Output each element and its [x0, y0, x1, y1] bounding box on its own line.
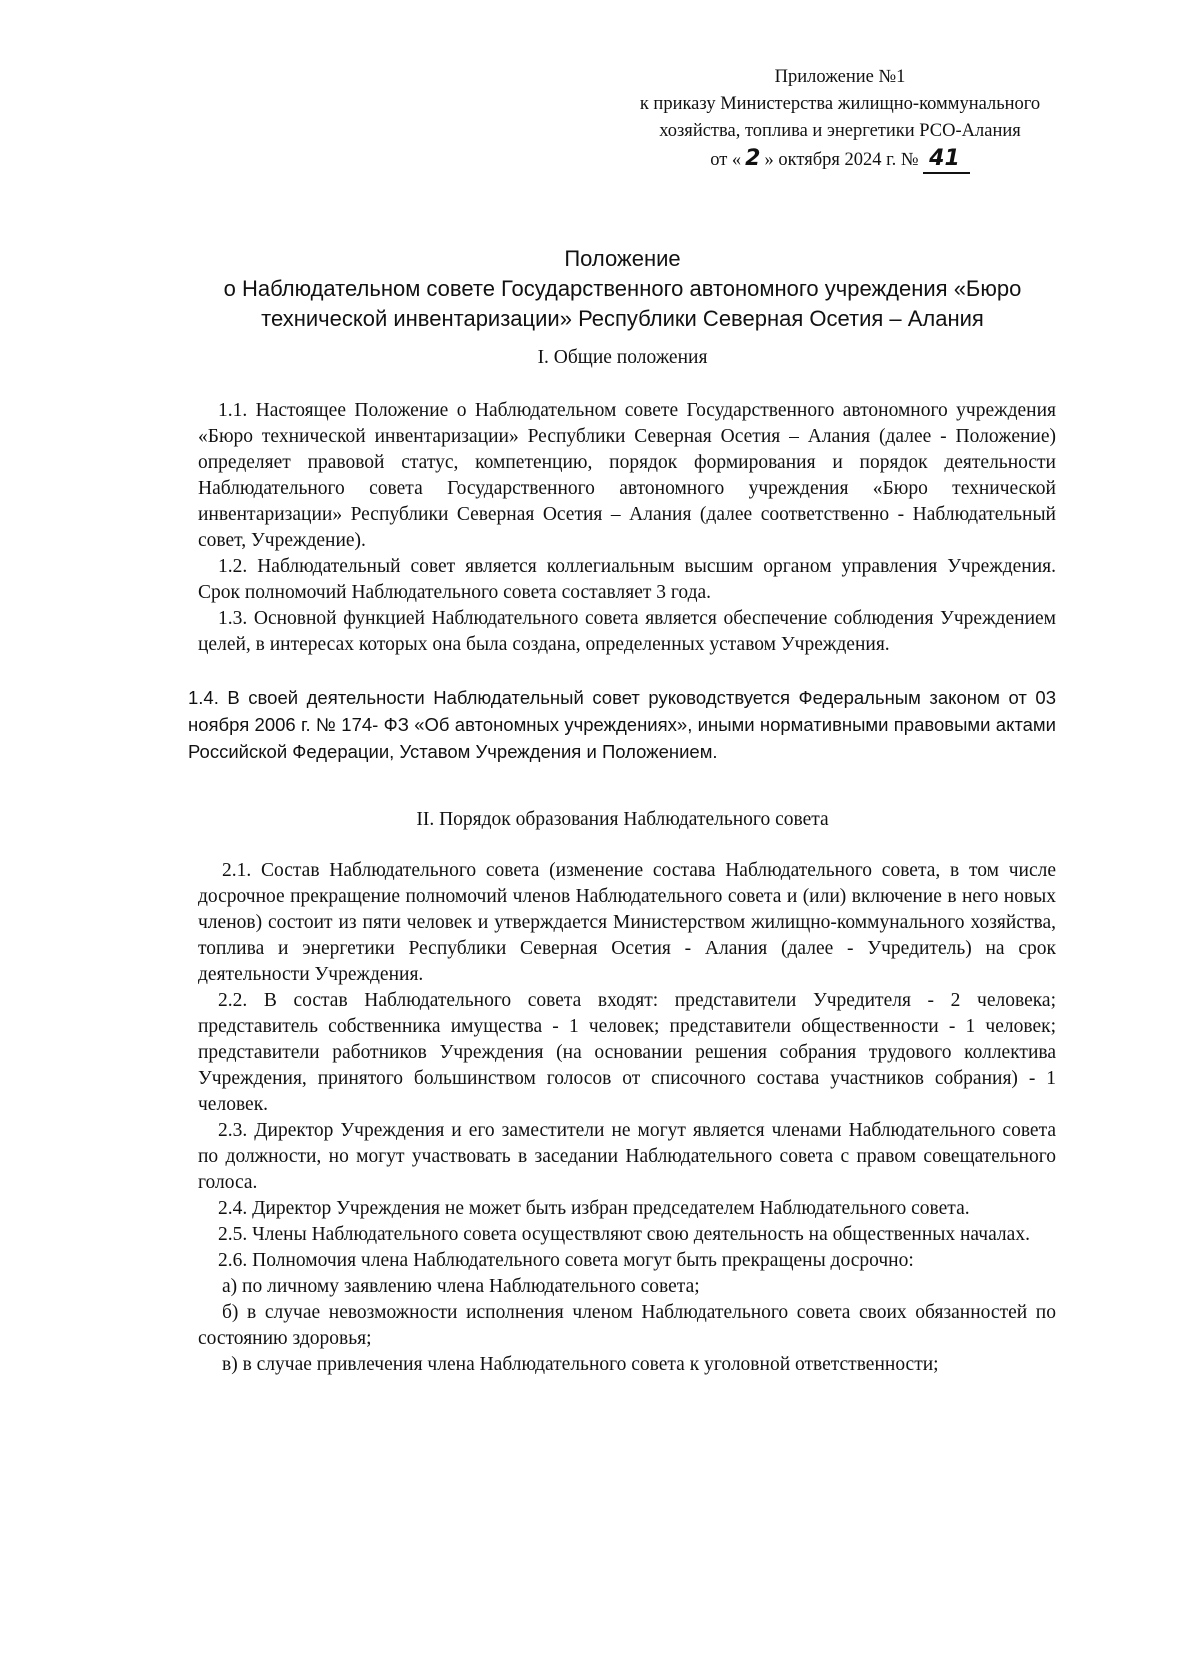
paragraph-1-4: 1.4. В своей деятельности Наблюдательный совет руководствуется Федеральным законом от 03 ноября 2006 г. № 174- ФЗ «Об автономных учреждениях», иными нормативными правовыми актами Российской Федерации, Уставом Учреждения и Положением.: [188, 687, 1056, 762]
appendix-line-2: к приказу Министерства жилищно-коммунального: [639, 94, 1041, 114]
section-1-body: [188, 398, 1056, 765]
paragraph-2-6-c: в) в случае привлечения члена Наблюдательного совета к уголовной ответственности;: [222, 1354, 939, 1375]
appendix-line-1: Приложение №1: [774, 67, 906, 87]
date-prefix: от «: [710, 150, 742, 170]
paragraph-2-6-a: а) по личному заявлению члена Наблюдательного совета;: [222, 1276, 700, 1297]
spacer: [198, 658, 1056, 684]
document-title: [190, 244, 1055, 334]
handwritten-day: 2: [745, 146, 761, 171]
section-1-heading: I. Общие положения: [537, 347, 708, 368]
paragraph-2-4: 2.4. Директор Учреждения не может быть избран председателем Наблюдательного совета.: [218, 1198, 970, 1219]
paragraph-2-6-b: б) в случае невозможности исполнения членом Наблюдательного совета своих обязанностей по состоянию здоровья;: [198, 1302, 1056, 1349]
paragraph-2-1: 2.1. Состав Наблюдательного совета (изменение состава Наблюдательного совета, в том числе досрочное прекращение полномочий членов Наблюдательного совета и (или) включение в него новых членов) состоит из пяти человек и утверждается Министерством жилищно-коммунального хозяйства, топлива и энергетики Республики Северная Осетия - Алания (далее - Учредитель) на срок деятельности Учреждения.: [198, 860, 1056, 985]
paragraph-2-2: 2.2. В состав Наблюдательного совета входят: представители Учредителя - 2 человека; представитель собственника имущества - 1 человек; представители общественности - 1 человек; представители работников Учреждения (на основании решения собрания трудового коллектива Учреждения, принятого большинством голосов от списочного состава участников собрания) - 1 человек.: [198, 990, 1056, 1115]
date-suffix: » октября 2024 г. №: [764, 150, 919, 170]
paragraph-2-6: 2.6. Полномочия члена Наблюдательного совета могут быть прекращены досрочно:: [218, 1250, 914, 1271]
title-line-2: о Наблюдательном совете Государственного автономного учреждения «Бюро: [223, 276, 1022, 301]
appendix-line-3: хозяйства, топлива и энергетики РСО-Алания: [659, 121, 1021, 141]
title-line-3: технической инвентаризации» Республики Северная Осетия – Алания: [261, 306, 984, 331]
appendix-header: [580, 64, 1100, 174]
paragraph-1-1: 1.1. Настоящее Положение о Наблюдательном совете Государственного автономного учреждения «Бюро технической инвентаризации» Республики Северная Осетия – Алания (далее - Положение) определяет правовой статус, компетенцию, порядок формирования и порядок деятельности Наблюдательного совета Государственного автономного учреждения «Бюро технической инвентаризации» Республики Северная Осетия – Алания (далее соответственно - Наблюдательный совет, Учреждение).: [198, 400, 1056, 551]
handwritten-order-number: 41: [923, 145, 970, 174]
section-2-body: [198, 858, 1056, 1378]
section-2-heading: II. Порядок образования Наблюдательного совета: [416, 809, 829, 830]
paragraph-1-3: 1.3. Основной функцией Наблюдательного совета является обеспечение соблюдения Учреждением целей, в интересах которых она была создана, определенных уставом Учреждения.: [198, 608, 1056, 655]
appendix-date-line: [580, 145, 1100, 174]
paragraph-2-3: 2.3. Директор Учреждения и его заместители не могут является членами Наблюдательного совета по должности, но могут участвовать в заседании Наблюдательного совета с правом совещательного голоса.: [198, 1120, 1056, 1193]
paragraph-1-2: 1.2. Наблюдательный совет является коллегиальным высшим органом управления Учреждения. Срок полномочий Наблюдательного совета составляет 3 года.: [198, 556, 1056, 603]
title-line-1: Положение: [564, 246, 681, 271]
paragraph-2-5: 2.5. Члены Наблюдательного совета осуществляют свою деятельность на общественных началах.: [218, 1224, 1030, 1245]
